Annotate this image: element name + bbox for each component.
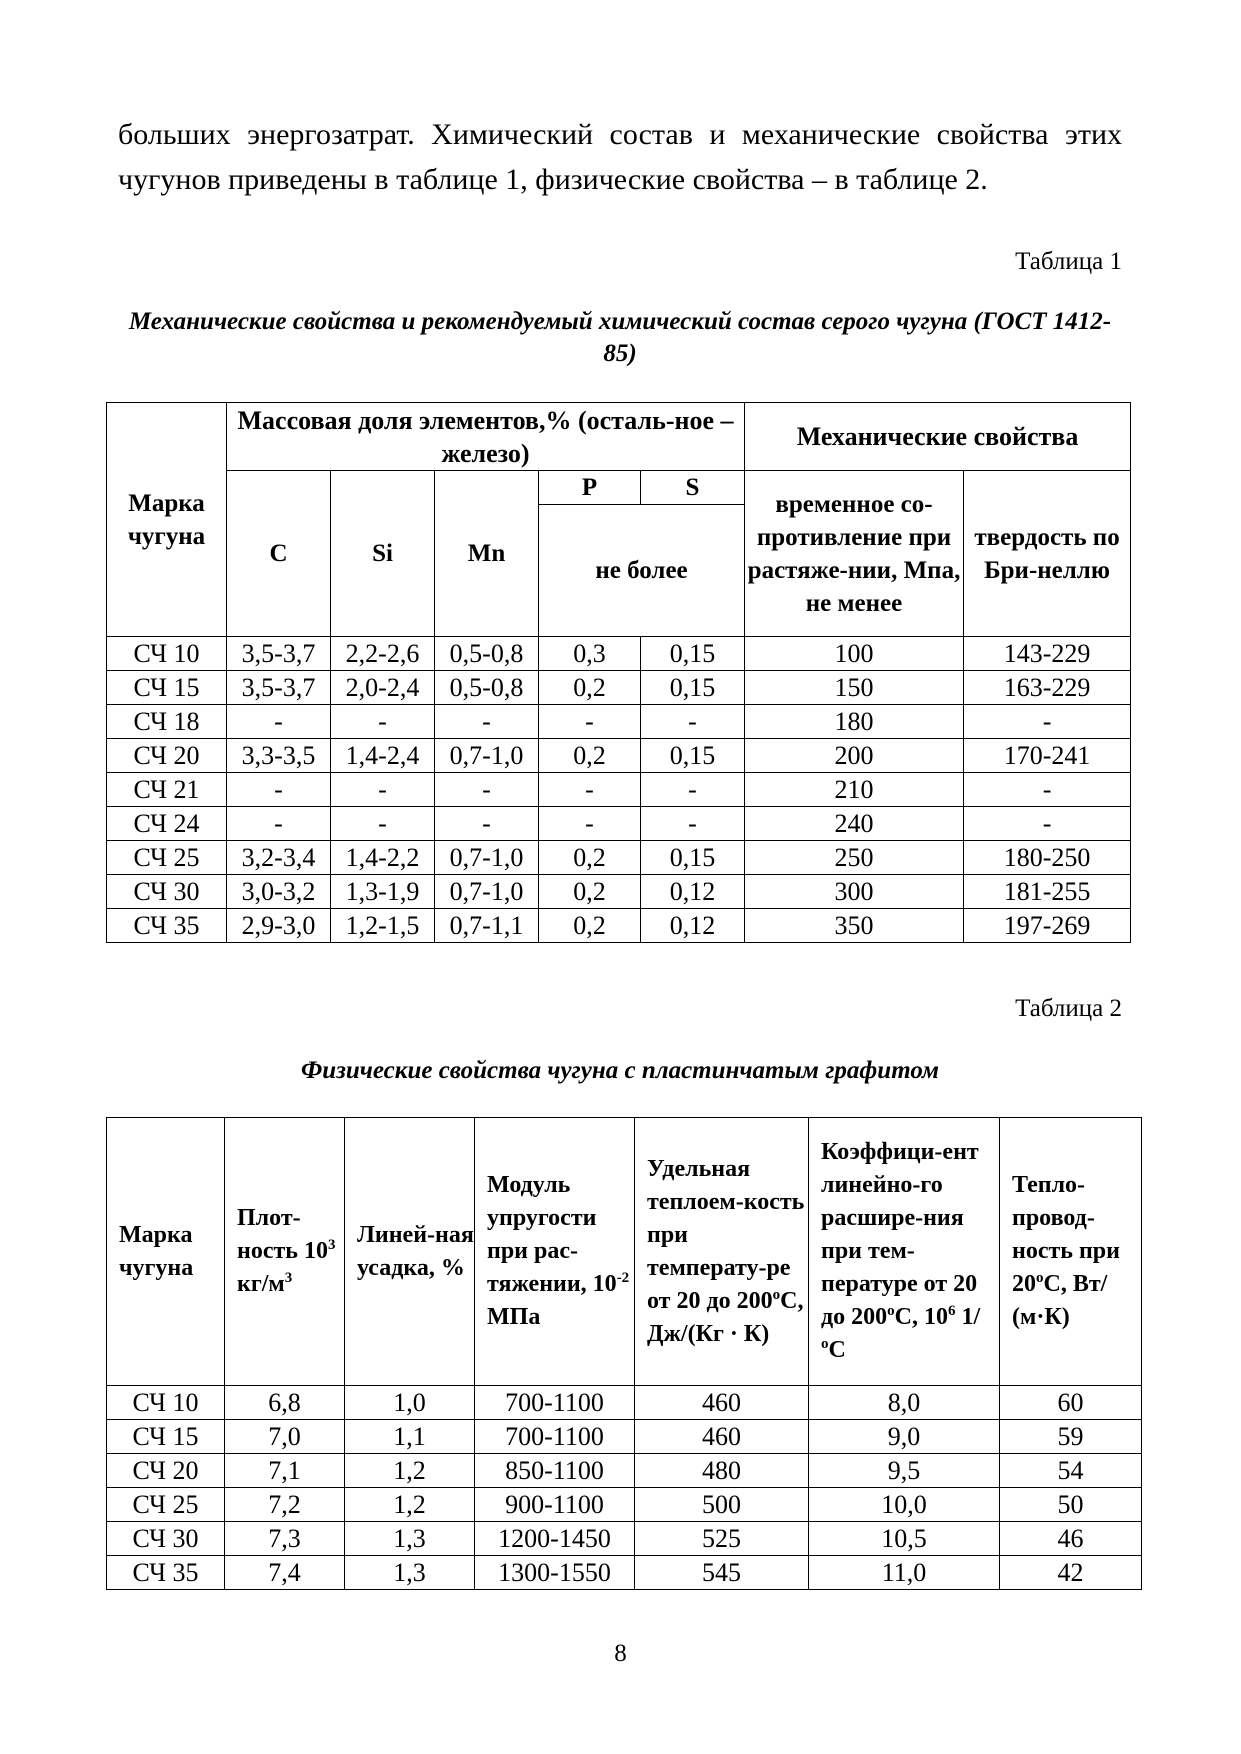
table-row: [107, 637, 1131, 671]
t2-cell-heat-capacity: 500: [635, 1488, 809, 1522]
t2-cell-expansion: 9,0: [809, 1420, 1000, 1454]
t2-cell-modulus: 700-1100: [475, 1420, 635, 1454]
t1-header-hardness: твердость по Бри-неллю: [964, 471, 1131, 637]
t1-cell-grade: СЧ 24: [107, 807, 227, 841]
t1-cell-p: 0,2: [539, 739, 641, 773]
t2-cell-shrinkage: 1,3: [345, 1556, 475, 1590]
t1-cell-p: 0,2: [539, 875, 641, 909]
t2-cell-modulus: 700-1100: [475, 1386, 635, 1420]
t1-cell-hardness: 197-269: [964, 909, 1131, 943]
t2-cell-grade: СЧ 30: [107, 1522, 225, 1556]
t1-cell-mn: 0,7-1,0: [435, 875, 539, 909]
table-row: [107, 1420, 1142, 1454]
t2-cell-conductivity: 46: [1000, 1522, 1142, 1556]
t1-header-si: Si: [331, 471, 435, 637]
t2-cell-modulus: 1300-1550: [475, 1556, 635, 1590]
t2-cell-grade: СЧ 10: [107, 1386, 225, 1420]
t2-header-density: Плот-ность $10^3$ $кг/м^3$: [225, 1118, 345, 1386]
t2-cell-conductivity: 59: [1000, 1420, 1142, 1454]
t1-cell-hardness: 180-250: [964, 841, 1131, 875]
t1-cell-c: -: [227, 807, 331, 841]
t1-cell-p: 0,2: [539, 909, 641, 943]
t1-cell-grade: СЧ 10: [107, 637, 227, 671]
page-number: 8: [614, 1640, 627, 1667]
table1: [106, 402, 1131, 943]
t1-cell-tensile: 200: [745, 739, 964, 773]
table-row: [107, 841, 1131, 875]
t1-cell-mn: 0,7-1,0: [435, 841, 539, 875]
t1-cell-tensile: 250: [745, 841, 964, 875]
t2-cell-shrinkage: 1,1: [345, 1420, 475, 1454]
t1-cell-c: 3,0-3,2: [227, 875, 331, 909]
t1-cell-si: 1,2-1,5: [331, 909, 435, 943]
t1-cell-si: 1,3-1,9: [331, 875, 435, 909]
t2-cell-conductivity: 42: [1000, 1556, 1142, 1590]
t2-cell-modulus: 850-1100: [475, 1454, 635, 1488]
table1-title: Механические свойства и рекомендуемый химический состав серого чугуна (ГОСТ 1412-85): [128, 308, 1112, 367]
t1-cell-grade: СЧ 30: [107, 875, 227, 909]
t1-header-c: C: [227, 471, 331, 637]
table-row: [107, 1386, 1142, 1420]
t1-cell-tensile: 150: [745, 671, 964, 705]
t1-cell-mn: -: [435, 773, 539, 807]
t2-cell-conductivity: 60: [1000, 1386, 1142, 1420]
t1-cell-hardness: 163-229: [964, 671, 1131, 705]
table-row: [107, 1488, 1142, 1522]
table-row: [107, 773, 1131, 807]
t1-cell-p: 0,2: [539, 841, 641, 875]
t1-cell-mn: -: [435, 705, 539, 739]
table-row: [107, 807, 1131, 841]
t1-cell-p: -: [539, 705, 641, 739]
table-row: [107, 739, 1131, 773]
table-row: [107, 875, 1131, 909]
t2-cell-heat-capacity: 460: [635, 1420, 809, 1454]
t2-cell-grade: СЧ 15: [107, 1420, 225, 1454]
t1-cell-c: -: [227, 705, 331, 739]
table-row: [107, 705, 1131, 739]
t1-cell-p: -: [539, 773, 641, 807]
t2-cell-heat-capacity: 545: [635, 1556, 809, 1590]
t2-cell-conductivity: 50: [1000, 1488, 1142, 1522]
t1-cell-hardness: -: [964, 773, 1131, 807]
t1-cell-mn: 0,5-0,8: [435, 671, 539, 705]
t2-cell-grade: СЧ 25: [107, 1488, 225, 1522]
table2-title: Физические свойства чугуна с пластинчатым графитом: [300, 1057, 940, 1084]
t1-cell-s: -: [641, 773, 745, 807]
t2-cell-modulus: 1200-1450: [475, 1522, 635, 1556]
t1-cell-c: -: [227, 773, 331, 807]
t1-cell-hardness: -: [964, 705, 1131, 739]
t2-cell-density: 6,8: [225, 1386, 345, 1420]
t1-cell-c: 3,5-3,7: [227, 671, 331, 705]
t1-cell-grade: СЧ 25: [107, 841, 227, 875]
t1-cell-si: -: [331, 705, 435, 739]
t1-header-grade: Марка чугуна: [107, 403, 227, 637]
t1-cell-s: 0,15: [641, 637, 745, 671]
t1-cell-p: 0,2: [539, 671, 641, 705]
t1-cell-p: 0,3: [539, 637, 641, 671]
t1-cell-grade: СЧ 15: [107, 671, 227, 705]
t1-header-mn: Mn: [435, 471, 539, 637]
t2-cell-expansion: 10,5: [809, 1522, 1000, 1556]
t1-cell-si: 1,4-2,4: [331, 739, 435, 773]
t1-header-p: P: [539, 471, 641, 505]
t2-cell-grade: СЧ 20: [107, 1454, 225, 1488]
t2-header-modulus: Модуль упругости при рас-тяжении, $10^{-2}$ МПа: [475, 1118, 635, 1386]
t1-header-mass-fraction: Массовая доля элементов,% (осталь-ное – железо): [227, 403, 745, 471]
t2-header-conductivity: Тепло-провод-ность при $20^оС$, Вт/ (м·К): [1000, 1118, 1142, 1386]
t1-header-not-more: не более: [539, 505, 745, 637]
t2-header-grade: Марка чугуна: [107, 1118, 225, 1386]
table1-label: Таблица 1: [1015, 248, 1122, 275]
t1-cell-c: 3,2-3,4: [227, 841, 331, 875]
t2-cell-expansion: 9,5: [809, 1454, 1000, 1488]
t2-cell-heat-capacity: 525: [635, 1522, 809, 1556]
table2: [106, 1117, 1142, 1590]
table-row: [107, 909, 1131, 943]
t1-cell-si: 2,2-2,6: [331, 637, 435, 671]
t1-cell-si: 2,0-2,4: [331, 671, 435, 705]
t1-cell-si: -: [331, 773, 435, 807]
t1-cell-grade: СЧ 21: [107, 773, 227, 807]
t1-cell-hardness: 143-229: [964, 637, 1131, 671]
t1-cell-mn: -: [435, 807, 539, 841]
t2-cell-density: 7,4: [225, 1556, 345, 1590]
table-row: [107, 1454, 1142, 1488]
t1-cell-c: 3,5-3,7: [227, 637, 331, 671]
t2-cell-shrinkage: 1,3: [345, 1522, 475, 1556]
t1-cell-s: 0,12: [641, 909, 745, 943]
t1-cell-si: -: [331, 807, 435, 841]
t1-cell-s: 0,15: [641, 739, 745, 773]
t2-cell-shrinkage: 1,2: [345, 1454, 475, 1488]
t2-cell-density: 7,2: [225, 1488, 345, 1522]
t1-cell-grade: СЧ 20: [107, 739, 227, 773]
t2-cell-shrinkage: 1,2: [345, 1488, 475, 1522]
t2-cell-heat-capacity: 460: [635, 1386, 809, 1420]
t1-cell-s: 0,15: [641, 671, 745, 705]
t1-header-mechanical: Механические свойства: [745, 403, 1131, 471]
t2-cell-modulus: 900-1100: [475, 1488, 635, 1522]
t1-cell-mn: 0,7-1,0: [435, 739, 539, 773]
t2-cell-grade: СЧ 35: [107, 1556, 225, 1590]
t2-cell-density: 7,3: [225, 1522, 345, 1556]
t2-header-expansion: Коэффици-ент линейно-го расшире-ния при тем-пературе от 20 до $200^оС$, $10^6$ 1/$^о$С: [809, 1118, 1000, 1386]
t1-cell-tensile: 180: [745, 705, 964, 739]
t1-cell-s: 0,15: [641, 841, 745, 875]
t2-cell-expansion: 10,0: [809, 1488, 1000, 1522]
t1-cell-s: -: [641, 705, 745, 739]
t1-cell-grade: СЧ 18: [107, 705, 227, 739]
t2-cell-density: 7,0: [225, 1420, 345, 1454]
t1-cell-grade: СЧ 35: [107, 909, 227, 943]
t1-cell-tensile: 210: [745, 773, 964, 807]
t2-cell-heat-capacity: 480: [635, 1454, 809, 1488]
table-row: [107, 671, 1131, 705]
t1-cell-mn: 0,5-0,8: [435, 637, 539, 671]
t1-cell-tensile: 240: [745, 807, 964, 841]
t2-header-shrinkage: Линей-ная усадка, %: [345, 1118, 475, 1386]
table-row: [107, 1522, 1142, 1556]
t1-header-tensile: временное со-противление при растяже-нии, Мпа, не менее: [745, 471, 964, 637]
t1-cell-mn: 0,7-1,1: [435, 909, 539, 943]
table2-label: Таблица 2: [1015, 995, 1122, 1022]
t2-cell-expansion: 11,0: [809, 1556, 1000, 1590]
t2-cell-density: 7,1: [225, 1454, 345, 1488]
t1-cell-s: -: [641, 807, 745, 841]
t1-cell-tensile: 100: [745, 637, 964, 671]
t1-header-s: S: [641, 471, 745, 505]
t1-cell-hardness: 170-241: [964, 739, 1131, 773]
t2-cell-conductivity: 54: [1000, 1454, 1142, 1488]
t1-cell-tensile: 350: [745, 909, 964, 943]
table-row: [107, 1556, 1142, 1590]
t2-cell-expansion: 8,0: [809, 1386, 1000, 1420]
t1-cell-p: -: [539, 807, 641, 841]
intro-paragraph: больших энергозатрат. Химический состав и механические свойства этих чугунов приведены в таблице 1, физические свойства – в таблице 2.: [118, 118, 1122, 196]
t1-cell-s: 0,12: [641, 875, 745, 909]
t1-cell-c: 2,9-3,0: [227, 909, 331, 943]
t2-cell-shrinkage: 1,0: [345, 1386, 475, 1420]
t1-cell-si: 1,4-2,2: [331, 841, 435, 875]
t1-cell-c: 3,3-3,5: [227, 739, 331, 773]
t1-cell-hardness: 181-255: [964, 875, 1131, 909]
t1-cell-tensile: 300: [745, 875, 964, 909]
t2-header-heat-capacity: Удельная теплоем-кость при температу-ре от 20 до $200^оС$, Дж/(Кг · К): [635, 1118, 809, 1386]
t1-cell-hardness: -: [964, 807, 1131, 841]
